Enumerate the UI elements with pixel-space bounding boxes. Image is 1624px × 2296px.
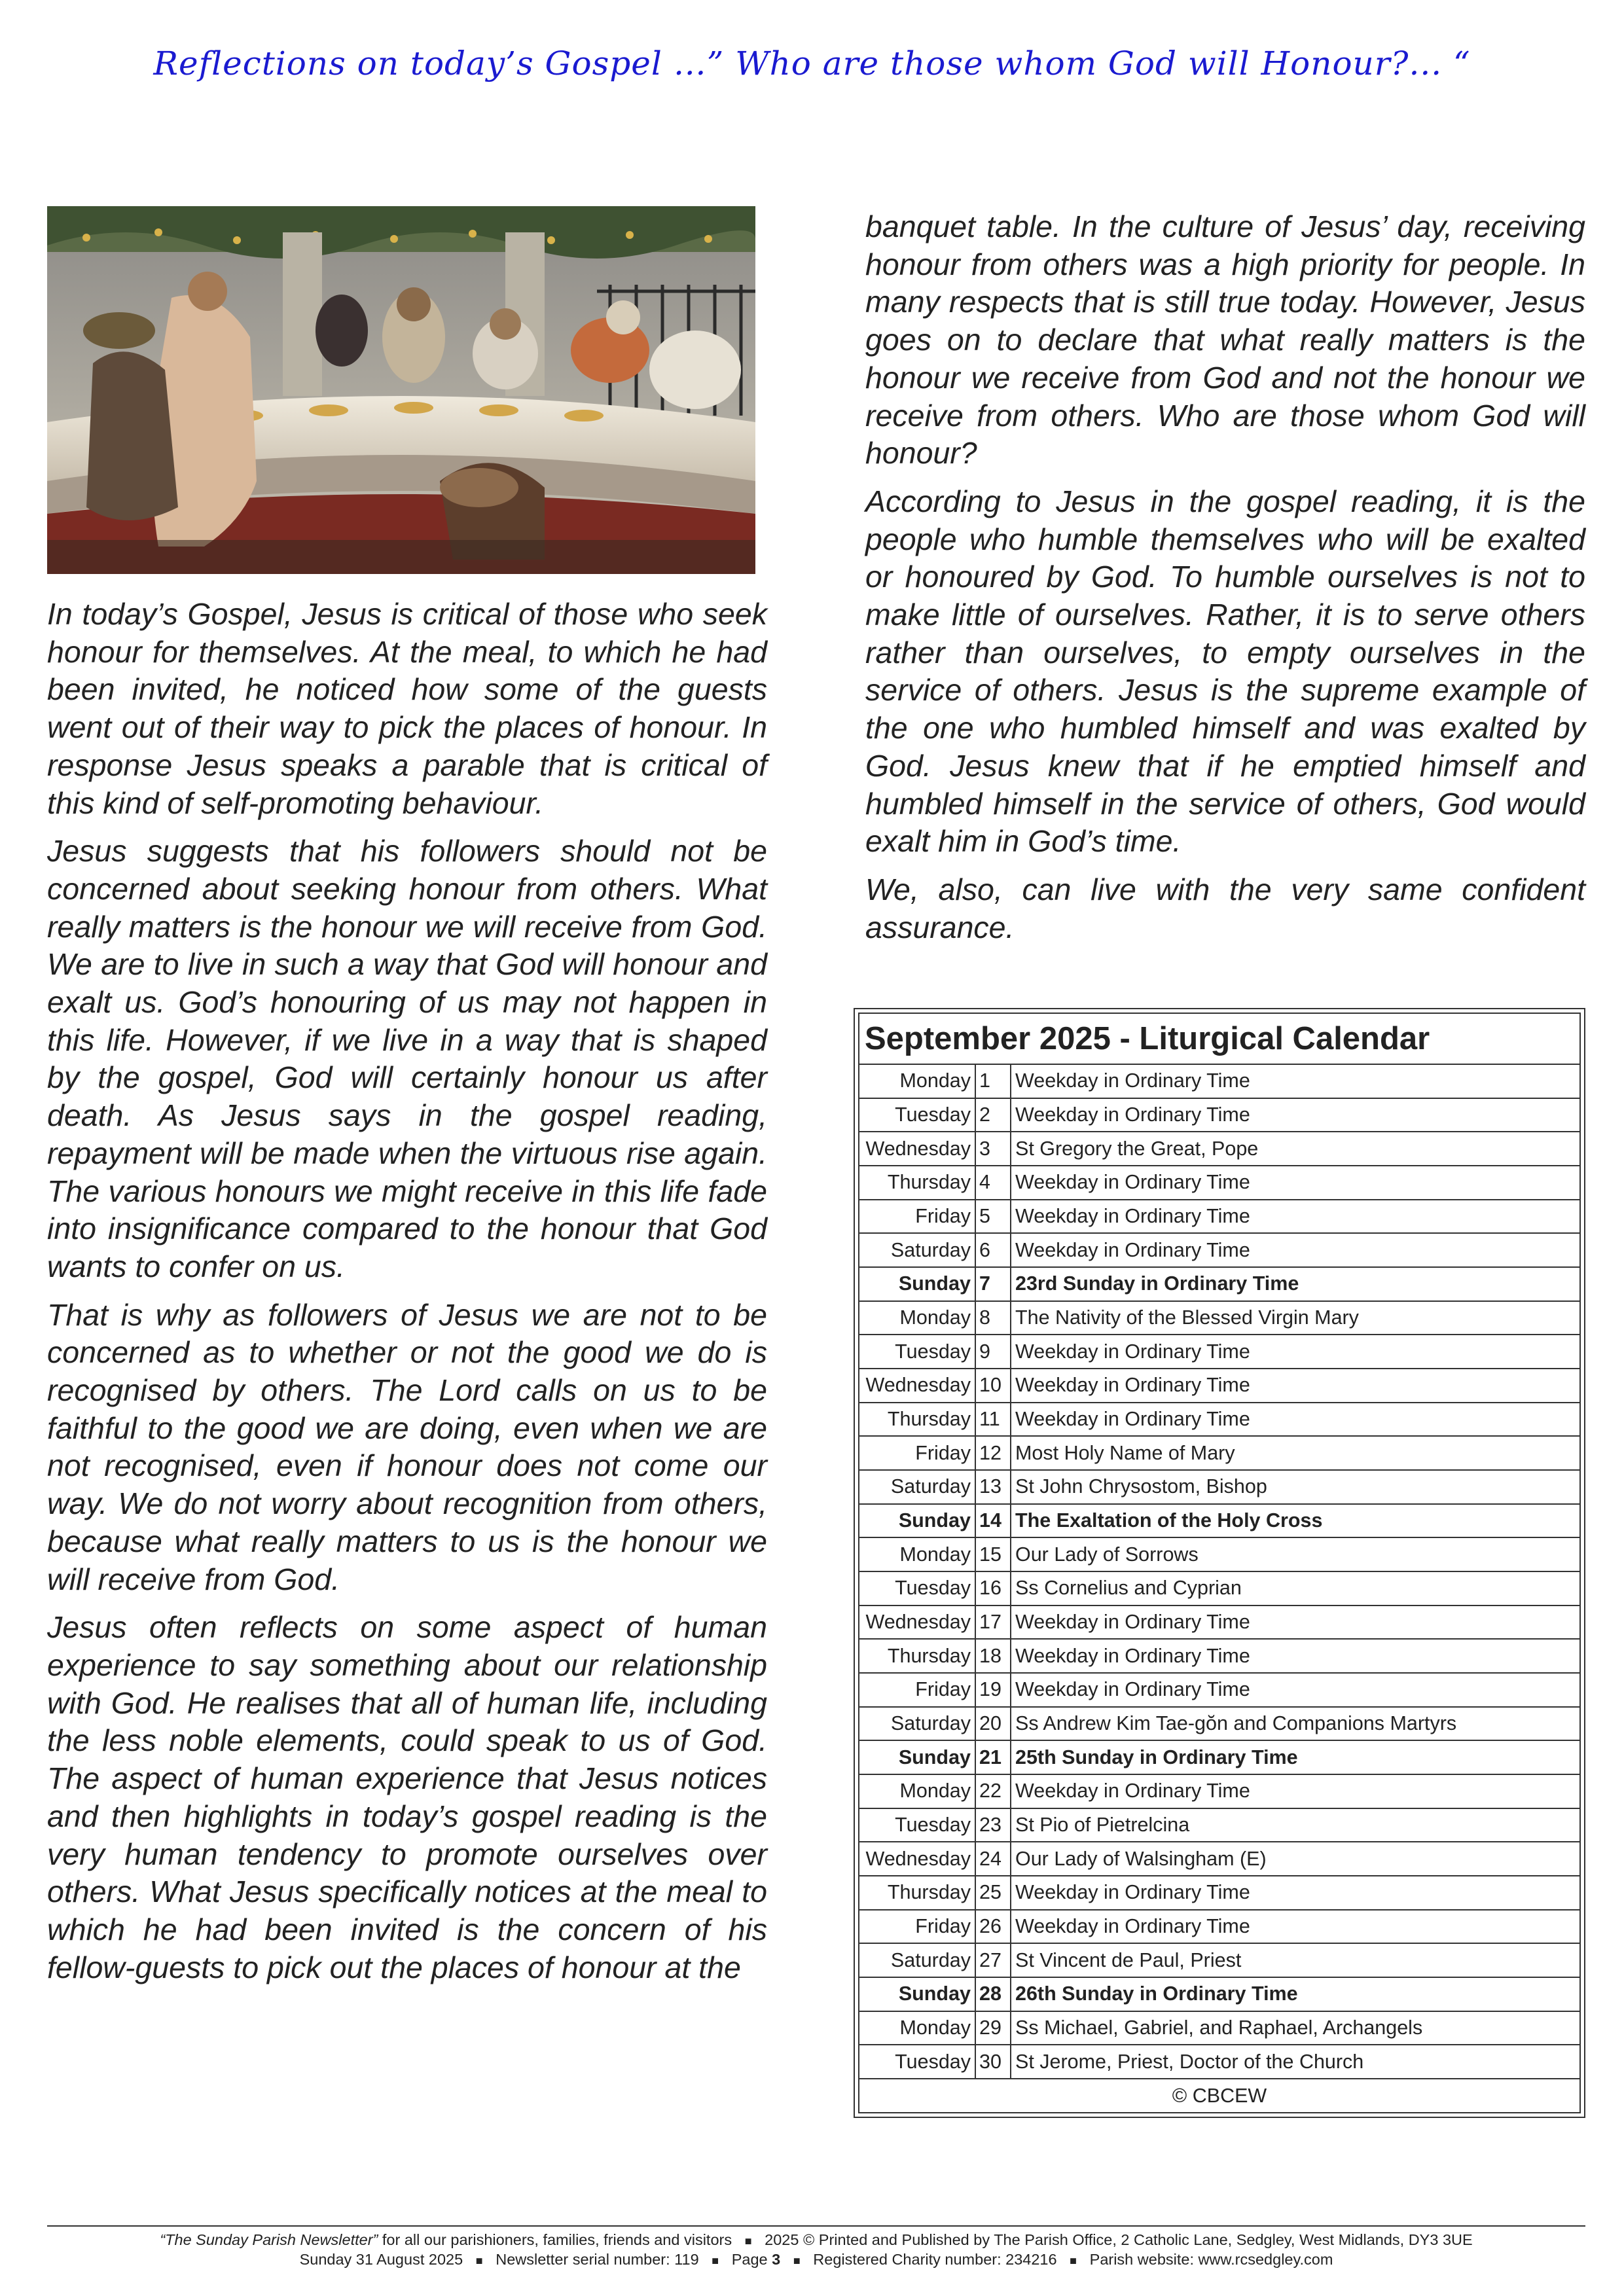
calendar-date: 23 [975,1808,1011,1842]
calendar-day: Friday [859,1436,975,1470]
paragraph: banquet table. In the culture of Jesus’ day, receiving honour from others was a high priority for people. In many respects that is still true today. However, Jesus goes on to declare that what really matters is the honour we receive from God and not the honour we receive from others. Who are those whom God will honour? [865,209,1585,471]
calendar-day: Sunday [859,1504,975,1538]
calendar-date: 13 [975,1470,1011,1504]
calendar-feast: The Exaltation of the Holy Cross [1011,1504,1580,1538]
banquet-painting-image [47,206,755,574]
calendar-day: Tuesday [859,1571,975,1605]
calendar-row [859,1064,1580,1098]
calendar-feast: Weekday in Ordinary Time [1011,1064,1580,1098]
calendar-day: Saturday [859,1470,975,1504]
calendar-date: 28 [975,1977,1011,2011]
calendar-row [859,1504,1580,1538]
calendar-feast: Weekday in Ordinary Time [1011,1166,1580,1200]
calendar-feast: Ss Michael, Gabriel, and Raphael, Archangels [1011,2011,1580,2045]
calendar-row [859,1436,1580,1470]
calendar-date: 9 [975,1335,1011,1369]
calendar-date: 30 [975,2045,1011,2079]
separator-icon: ■ [744,2234,752,2248]
calendar-row [859,2011,1580,2045]
calendar-feast: The Nativity of the Blessed Virgin Mary [1011,1301,1580,1335]
calendar-date: 2 [975,1098,1011,1132]
calendar-row [859,1673,1580,1707]
calendar-date: 21 [975,1740,1011,1774]
calendar-row [859,1200,1580,1234]
calendar-day: Wednesday [859,1369,975,1403]
paragraph: That is why as followers of Jesus we are not to be concerned as to whether or not the good we do is recognised by others. The Lord calls on us to be faithful to the good we are doing, even when we are not recognised, even if honour does not come our way. We do not worry about recognition from others, because what really matters to us is the honour we will receive from God. [47,1297,767,1596]
calendar-feast: St Jerome, Priest, Doctor of the Church [1011,2045,1580,2079]
calendar-date: 6 [975,1233,1011,1267]
calendar-date: 19 [975,1673,1011,1707]
calendar-day: Tuesday [859,2045,975,2079]
calendar-date: 25 [975,1876,1011,1910]
calendar-row [859,1166,1580,1200]
calendar-date: 26 [975,1910,1011,1944]
calendar-heading: September 2025 - Liturgical Calendar [859,1013,1580,1064]
calendar-feast: Weekday in Ordinary Time [1011,1200,1580,1234]
calendar-date: 3 [975,1132,1011,1166]
calendar-row [859,1910,1580,1944]
calendar-feast: 25th Sunday in Ordinary Time [1011,1740,1580,1774]
footer-website: Parish website: www.rcsedgley.com [1089,2251,1333,2268]
calendar-date: 11 [975,1403,1011,1437]
calendar-row [859,1605,1580,1640]
calendar-date: 22 [975,1774,1011,1808]
calendar-date: 8 [975,1301,1011,1335]
calendar-date: 10 [975,1369,1011,1403]
calendar-day: Thursday [859,1166,975,1200]
separator-icon: ■ [1070,2254,1077,2267]
calendar-feast: Weekday in Ordinary Time [1011,1639,1580,1673]
calendar-date: 15 [975,1537,1011,1571]
calendar-date: 29 [975,2011,1011,2045]
calendar-day: Sunday [859,1740,975,1774]
calendar-date: 7 [975,1267,1011,1301]
calendar-row [859,1943,1580,1977]
calendar-day: Monday [859,2011,975,2045]
calendar-row [859,1977,1580,2011]
separator-icon: ■ [475,2254,483,2267]
footer-date: Sunday 31 August 2025 [299,2251,463,2268]
calendar-date: 18 [975,1639,1011,1673]
calendar-day: Sunday [859,1977,975,2011]
separator-icon: ■ [793,2254,801,2267]
calendar-row [859,1842,1580,1876]
calendar-day: Tuesday [859,1098,975,1132]
calendar-feast: Weekday in Ordinary Time [1011,1098,1580,1132]
calendar-feast: 23rd Sunday in Ordinary Time [1011,1267,1580,1301]
footer-copyright: 2025 © Printed and Published by The Parish Office, 2 Catholic Lane, Sedgley, West Midlands, DY3 3UE [765,2231,1473,2248]
calendar-footer-row [859,2079,1580,2113]
calendar-heading-row [859,1013,1580,1064]
paragraph: Jesus suggests that his followers should not be concerned about seeking honour from others. What really matters is the honour we will receive from God. We are to live in such a way that God will honour and exalt us. God’s honouring of us may not happen in this life. However, if we live in a way that is shaped by the gospel, God will certainly honour us after death. As Jesus says in the gospel reading, repayment will be made when the virtuous rise again. The various honours we might receive in this life fade into insignificance compared to the honour that God wants to confer on us. [47,834,767,1283]
calendar-row [859,1267,1580,1301]
calendar-feast: Weekday in Ordinary Time [1011,1673,1580,1707]
calendar-row [859,1369,1580,1403]
calendar-day: Friday [859,1673,975,1707]
separator-icon: ■ [712,2254,719,2267]
calendar-feast: Our Lady of Sorrows [1011,1537,1580,1571]
calendar-row [859,1639,1580,1673]
calendar-feast: Our Lady of Walsingham (E) [1011,1842,1580,1876]
reflection-left-column [47,596,767,1997]
paragraph: Jesus often reflects on some aspect of human experience to say something about our relationship with God. He realises that all of human life, including the less noble elements, could speak to us of God. The aspect of human experience that Jesus notices and then highlights in today’s gospel reading is the very human tendency to promote ourselves over others. What Jesus specifically notices at the meal to which he had been invited is the concern of his fellow-guests to pick out the places of honour at the [47,1610,767,1984]
calendar-feast: Ss Cornelius and Cyprian [1011,1571,1580,1605]
calendar-row [859,1098,1580,1132]
calendar-feast: Weekday in Ordinary Time [1011,1605,1580,1640]
footer-page-number: 3 [772,2251,781,2268]
calendar-feast: Weekday in Ordinary Time [1011,1876,1580,1910]
calendar-day: Tuesday [859,1808,975,1842]
calendar-day: Thursday [859,1639,975,1673]
calendar-date: 24 [975,1842,1011,1876]
calendar-day: Tuesday [859,1335,975,1369]
paragraph: According to Jesus in the gospel reading, it is the people who humble themselves who will be exalted or honoured by God. To humble ourselves is not to make little of ourselves. Rather, it is to serve others rather than ourselves, to empty ourselves in the service of others. Jesus is the supreme example of the one who humbled himself and was exalted by God. Jesus knew that if he emptied himself and humbled himself in the service of others, God would exalt him in God’s time. [865,484,1585,859]
calendar-day: Saturday [859,1233,975,1267]
calendar-day: Friday [859,1910,975,1944]
calendar-day: Wednesday [859,1605,975,1640]
calendar-day: Saturday [859,1943,975,1977]
calendar-row [859,1808,1580,1842]
calendar-row [859,2045,1580,2079]
calendar-date: 17 [975,1605,1011,1640]
calendar-day: Wednesday [859,1842,975,1876]
calendar-day: Monday [859,1064,975,1098]
paragraph: We, also, can live with the very same confident assurance. [865,872,1585,944]
calendar-day: Friday [859,1200,975,1234]
calendar-row [859,1571,1580,1605]
calendar-day: Thursday [859,1876,975,1910]
calendar-date: 20 [975,1707,1011,1741]
newsletter-name: “The Sunday Parish Newsletter” [160,2231,378,2248]
page-title: Reflections on today’s Gospel …” Who are those whom God will Honour?... “ [153,45,1471,82]
calendar-row [859,1537,1580,1571]
calendar-row [859,1876,1580,1910]
calendar-feast: St Vincent de Paul, Priest [1011,1943,1580,1977]
calendar-day: Saturday [859,1707,975,1741]
calendar-feast: Weekday in Ordinary Time [1011,1335,1580,1369]
calendar-day: Monday [859,1537,975,1571]
calendar-row [859,1132,1580,1166]
calendar-day: Sunday [859,1267,975,1301]
calendar-date: 12 [975,1436,1011,1470]
calendar-date: 1 [975,1064,1011,1098]
footer-line-2 [47,2250,1585,2270]
footer-charity: Registered Charity number: 234216 [813,2251,1057,2268]
calendar-date: 16 [975,1571,1011,1605]
calendar-feast: Weekday in Ordinary Time [1011,1910,1580,1944]
calendar-row [859,1707,1580,1741]
calendar-feast: Most Holy Name of Mary [1011,1436,1580,1470]
calendar-table [858,1013,1581,2113]
calendar-row [859,1233,1580,1267]
calendar-row [859,1470,1580,1504]
footer-page-label: Page [731,2251,772,2268]
calendar-row [859,1335,1580,1369]
calendar-feast: St Pio of Pietrelcina [1011,1808,1580,1842]
footer-rule [47,2225,1585,2227]
calendar-feast: St Gregory the Great, Pope [1011,1132,1580,1166]
calendar-row [859,1301,1580,1335]
calendar-feast: Weekday in Ordinary Time [1011,1774,1580,1808]
calendar-date: 5 [975,1200,1011,1234]
reflection-right-column [865,208,1585,957]
footer-serial: Newsletter serial number: 119 [496,2251,699,2268]
calendar-feast: Weekday in Ordinary Time [1011,1233,1580,1267]
calendar-row [859,1740,1580,1774]
calendar-day: Monday [859,1301,975,1335]
calendar-day: Wednesday [859,1132,975,1166]
page-footer [47,2231,1585,2270]
calendar-day: Thursday [859,1403,975,1437]
calendar-feast: 26th Sunday in Ordinary Time [1011,1977,1580,2011]
calendar-date: 14 [975,1504,1011,1538]
calendar-feast: Ss Andrew Kim Tae-gŏn and Companions Martyrs [1011,1707,1580,1741]
paragraph: In today’s Gospel, Jesus is critical of those who seek honour for themselves. At the meal, to which he had been invited, he noticed how some of the guests went out of their way to pick the places of honour. In response Jesus speaks a parable that is critical of this kind of self-promoting behaviour. [47,597,767,820]
calendar-row [859,1403,1580,1437]
footer-line-1 [47,2231,1585,2250]
liturgical-calendar [854,1008,1585,2118]
footer-audience: for all our parishioners, families, friends and visitors [378,2231,732,2248]
calendar-feast: Weekday in Ordinary Time [1011,1403,1580,1437]
calendar-day: Monday [859,1774,975,1808]
calendar-feast: St John Chrysostom, Bishop [1011,1470,1580,1504]
calendar-date: 4 [975,1166,1011,1200]
calendar-copyright: © CBCEW [859,2079,1580,2113]
calendar-row [859,1774,1580,1808]
calendar-feast: Weekday in Ordinary Time [1011,1369,1580,1403]
calendar-date: 27 [975,1943,1011,1977]
